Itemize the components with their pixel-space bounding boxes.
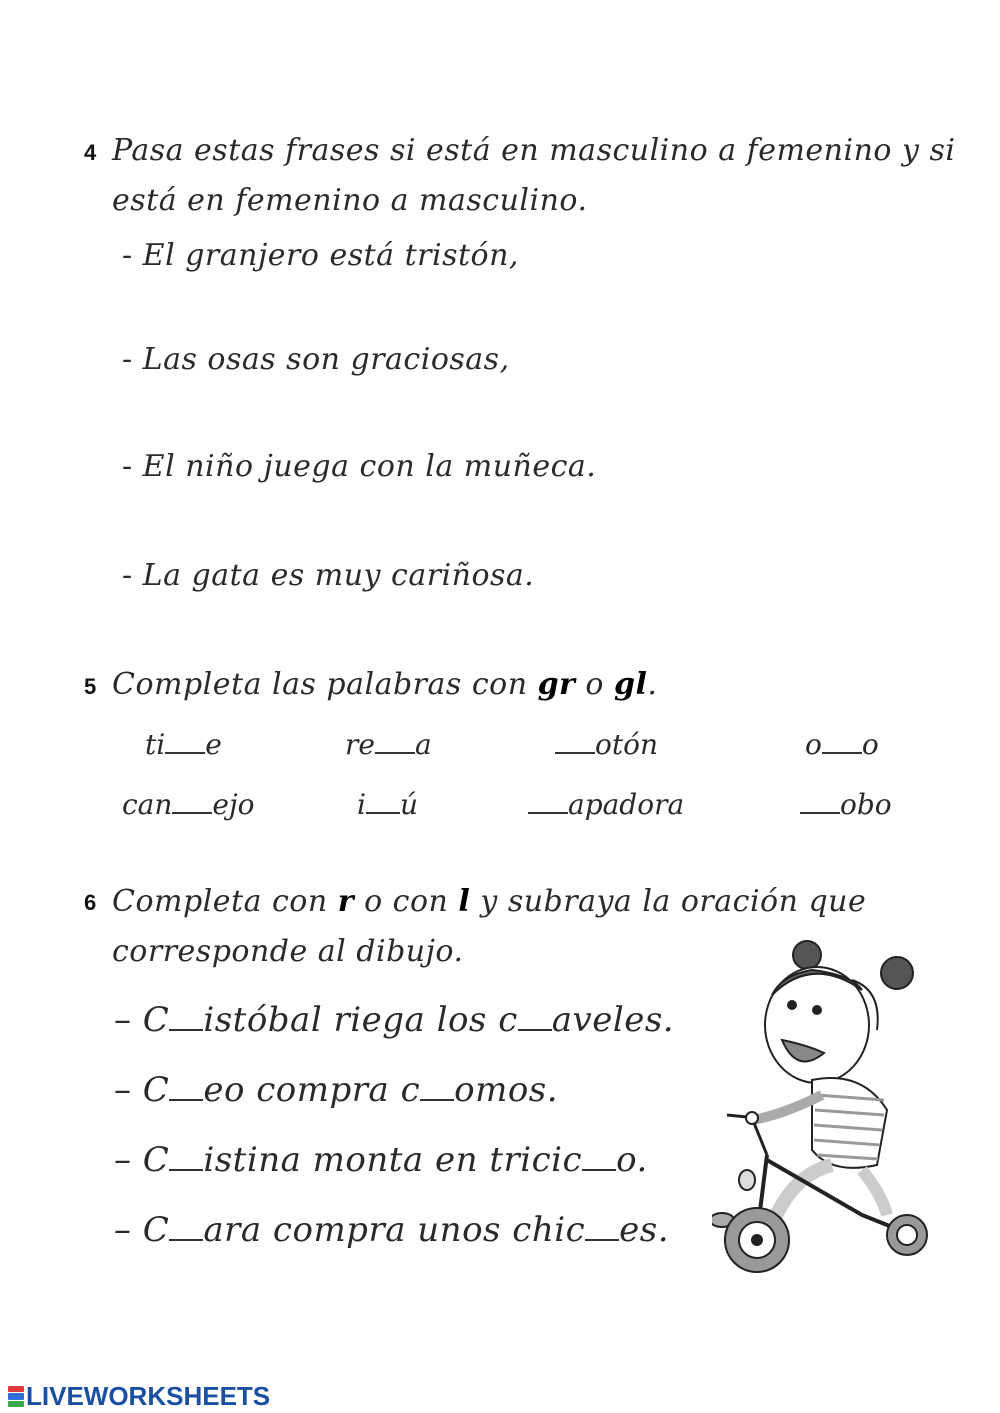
blank-field[interactable]: [172, 811, 212, 814]
option-r: r: [337, 884, 355, 919]
instruction-end: .: [647, 667, 658, 702]
blank-field[interactable]: [555, 751, 595, 754]
girl-on-tricycle-illustration: [712, 935, 957, 1285]
blank-field[interactable]: [169, 1028, 203, 1031]
option-gr: gr: [537, 667, 576, 702]
sentence-2[interactable]: – C eo compra c omos.: [114, 1070, 559, 1110]
exercise-number: 4: [84, 140, 97, 165]
blank-field[interactable]: [585, 1238, 619, 1241]
blank-field[interactable]: [169, 1098, 203, 1101]
blank-field[interactable]: [582, 1168, 616, 1171]
sentence-4[interactable]: – C ara compra unos chic es.: [114, 1210, 670, 1250]
sentence-3[interactable]: – C istina monta en tricic o.: [114, 1140, 648, 1180]
sentence-2: - Las osas son graciosas,: [122, 342, 510, 377]
instruction-text: Completa las palabras con: [112, 667, 538, 702]
sentence-1[interactable]: – C istóbal riega los c aveles.: [114, 1000, 675, 1040]
connector: o: [575, 667, 614, 702]
blank-field[interactable]: [822, 751, 862, 754]
instruction-line-2: corresponde al dibujo.: [112, 934, 464, 969]
word-item: o o: [805, 728, 879, 761]
instruction-line-2: está en femenino a masculino.: [112, 183, 588, 218]
footer-logo: [8, 1381, 270, 1412]
sentence-1: - El granjero está tristón,: [122, 238, 519, 273]
sentence-4: - La gata es muy cariñosa.: [122, 558, 535, 593]
blank-field[interactable]: [366, 811, 400, 814]
word-item: i ú: [357, 788, 419, 821]
exercise-number: 5: [84, 674, 97, 699]
instruction-line-1: Pasa estas frases si está en masculino a femenino y si: [112, 133, 956, 168]
liveworksheets-logo-icon: [8, 1386, 24, 1408]
word-item: re a: [345, 728, 432, 761]
blank-field[interactable]: [518, 1028, 552, 1031]
word-item: obo: [800, 788, 892, 821]
option-gl: gl: [614, 667, 648, 702]
brand-name: LIVEWORKSHEETS: [26, 1381, 271, 1411]
sentence-3: - El niño juega con la muñeca.: [122, 449, 597, 484]
blank-field[interactable]: [420, 1098, 454, 1101]
blank-field[interactable]: [169, 1168, 203, 1171]
word-item: ti e: [145, 728, 222, 761]
instruction: [112, 667, 657, 702]
blank-field[interactable]: [169, 1238, 203, 1241]
blank-field[interactable]: [528, 811, 568, 814]
blank-field[interactable]: [165, 751, 205, 754]
option-l: l: [458, 884, 471, 919]
word-item: can ejo: [122, 788, 255, 821]
instruction-line-1: Completa con r o con l y subraya la oración que: [112, 884, 867, 919]
word-item: otón: [555, 728, 658, 761]
exercise-number: 6: [84, 890, 97, 915]
word-item: apadora: [528, 788, 684, 821]
blank-field[interactable]: [375, 751, 415, 754]
blank-field[interactable]: [800, 811, 840, 814]
